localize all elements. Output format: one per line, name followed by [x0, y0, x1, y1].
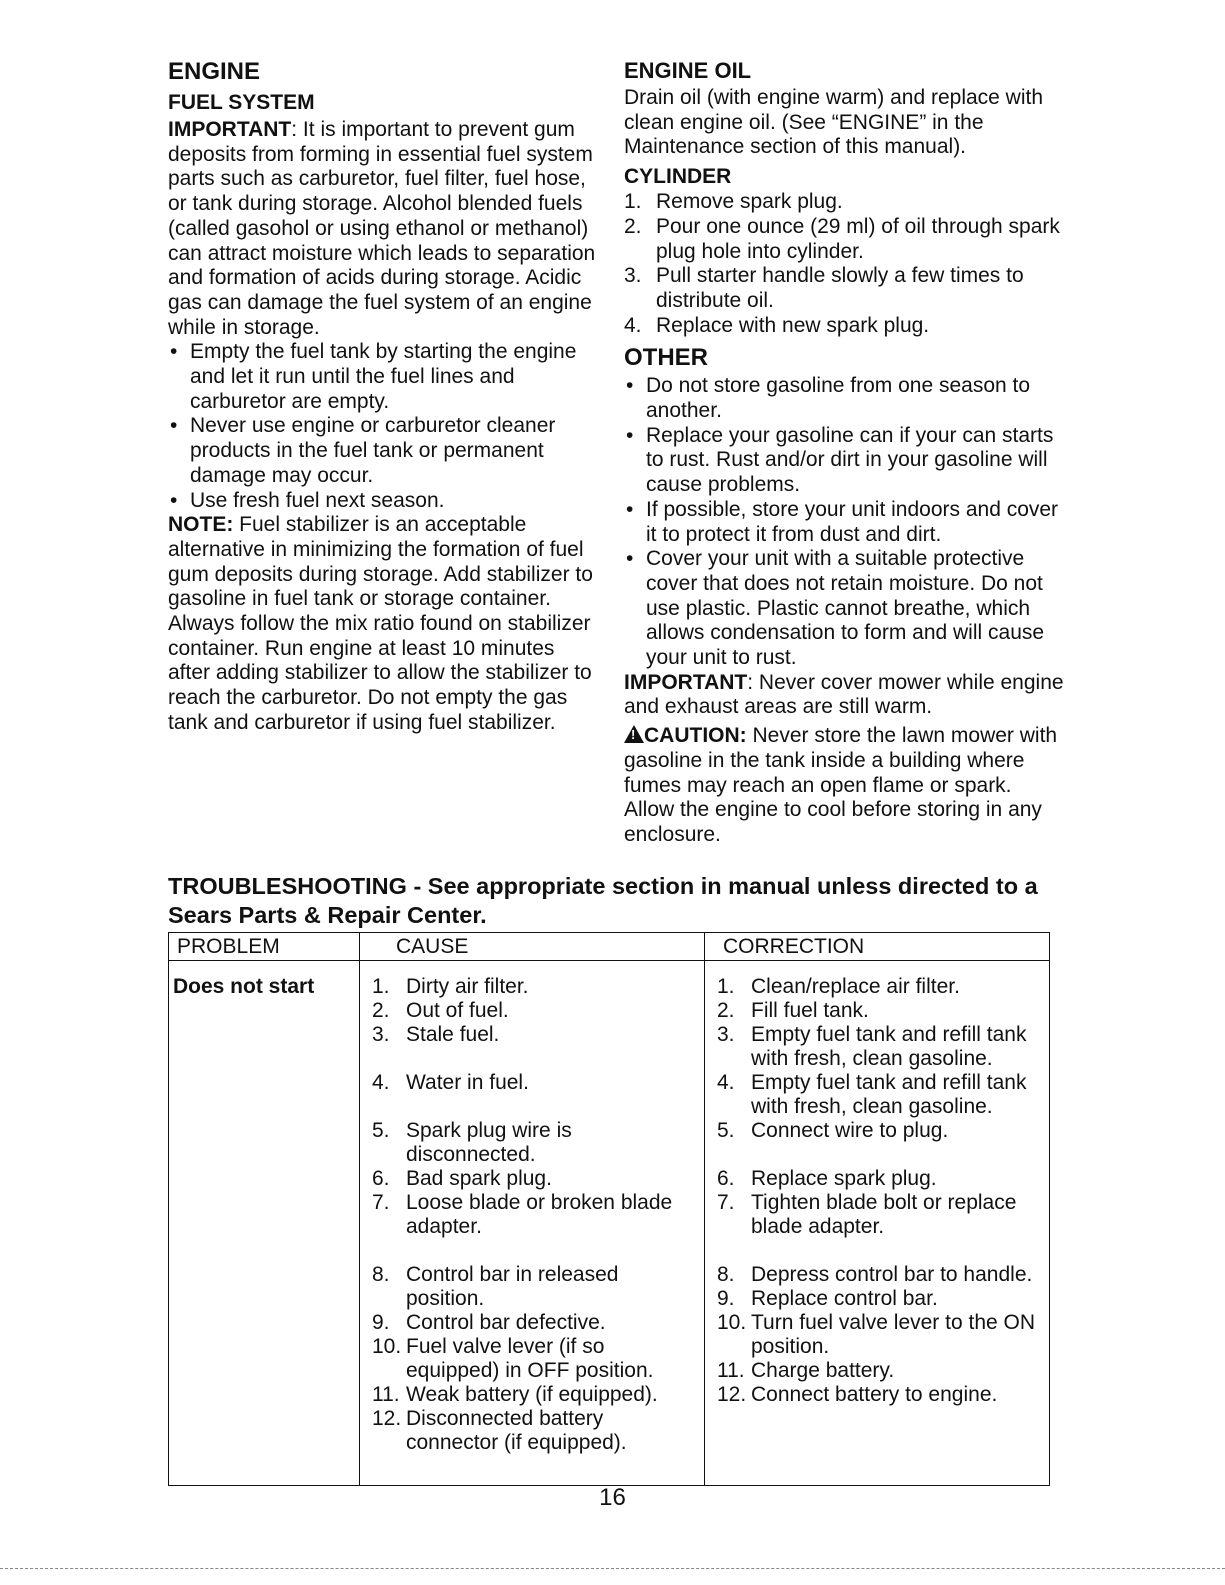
header-cause: CAUSE [360, 933, 705, 961]
engine-oil-text: Drain oil (with engine warm) and replace with clean engine oil. (See “ENGINE” in the Maintenance section of this manual). [624, 86, 1044, 159]
list-item: 3. Pull starter handle slowly a few times to distribute oil. [624, 264, 1024, 312]
list-item: 6. Replace spark plug. [717, 1167, 937, 1190]
left-column [168, 58, 598, 736]
list-item: 10. Turn fuel valve lever to the ON position. [717, 1311, 1036, 1358]
list-item: 7. Loose blade or broken blade adapter. [372, 1191, 673, 1238]
list-item: • Do not store gasoline from one season to another. [624, 374, 1064, 423]
note-text: Fuel stabilizer is an acceptable alternative in minimizing the formation of fuel gum deposits during storage. Add stabilizer to gasoline in fuel tank or storage container. Always follow the mix ratio found on stabilizer container. Run engine at least 10 minutes after adding stabilizer to allow the stabilizer to reach the carburetor. Do not empty the gas tank and carburetor if using fuel stabilizer. [168, 513, 593, 734]
troubleshooting-title: TROUBLESHOOTING - See appropriate section in manual unless directed to a Sears Parts & Repair Center. [168, 873, 1038, 928]
right-column [624, 58, 1064, 848]
important-warm-paragraph [624, 671, 1064, 720]
header-problem: PROBLEM [169, 933, 360, 961]
list-item: 2. Pour one ounce (29 ml) of oil through spark plug hole into cylinder. [624, 214, 1060, 263]
list-item: • Replace your gasoline can if your can starts to rust. Rust and/or dirt in your gasoline will cause problems. [624, 424, 1064, 498]
page-bottom-divider [0, 1568, 1225, 1569]
list-item: • Never use engine or carburetor cleaner products in the fuel tank or permanent damage may occur. [168, 414, 598, 488]
list-item: 4. Empty fuel tank and refill tank with fresh, clean gasoline. [717, 1071, 1027, 1118]
problem-cell: Does not start [169, 961, 360, 1486]
important-label: IMPORTANT [168, 118, 292, 141]
warning-triangle-icon [624, 725, 644, 743]
list-item: • Use fresh fuel next season. [168, 489, 598, 514]
troubleshooting-table [168, 932, 1050, 1486]
list-item: 12. Connect battery to engine. [717, 1383, 998, 1406]
list-item: 2. Fill fuel tank. [717, 999, 869, 1022]
list-item: 5. Spark plug wire is disconnected. [372, 1119, 572, 1166]
list-item: 9. Replace control bar. [717, 1287, 938, 1310]
list-item: 9. Control bar defective. [372, 1311, 606, 1334]
correction-cell [705, 961, 1050, 1486]
table-row [169, 961, 1050, 1486]
fuel-system-heading: FUEL SYSTEM [168, 91, 315, 114]
list-item: • Empty the fuel tank by starting the engine and let it run until the fuel lines and carburetor are empty. [168, 340, 598, 414]
list-item: 1. Clean/replace air filter. [717, 975, 960, 998]
other-bullet-list [624, 374, 1064, 670]
table-header-row [169, 933, 1050, 961]
important-label: IMPORTANT [624, 670, 748, 694]
cylinder-heading: CYLINDER [624, 165, 732, 189]
cylinder-steps [624, 190, 1064, 338]
list-item: 7. Tighten blade bolt or replace blade adapter. [717, 1191, 1017, 1238]
caution-paragraph [624, 724, 1064, 848]
caution-label: CAUTION: [644, 724, 747, 748]
list-item: 6. Bad spark plug. [372, 1167, 552, 1190]
list-item: 4. Replace with new spark plug. [624, 313, 930, 337]
list-item: 10. Fuel valve lever (if so equipped) in OFF position. [372, 1335, 654, 1382]
engine-oil-heading: ENGINE OIL [624, 58, 752, 83]
engine-heading: ENGINE [168, 58, 261, 85]
fuel-bullet-list [168, 340, 598, 513]
other-heading: OTHER [624, 344, 708, 372]
list-item: 3. Stale fuel. [372, 1023, 500, 1046]
list-item: 3. Empty fuel tank and refill tank with fresh, clean gasoline. [717, 1023, 1027, 1070]
list-item: • If possible, store your unit indoors and cover it to protect it from dust and dirt. [624, 498, 1064, 547]
page-number: 16 [599, 1484, 626, 1511]
list-item: 8. Depress control bar to handle. [717, 1263, 1033, 1286]
list-item: 11. Weak battery (if equipped). [372, 1383, 658, 1406]
list-item: 5. Connect wire to plug. [717, 1119, 949, 1142]
fuel-important-paragraph [168, 118, 598, 340]
list-item: 1. Remove spark plug. [624, 190, 843, 214]
list-item: 1. Dirty air filter. [372, 975, 529, 998]
cause-cell [360, 961, 705, 1486]
header-correction: CORRECTION [705, 933, 1050, 961]
important-text: : It is important to prevent gum deposits from forming in essential fuel system parts such as carburetor, fuel filter, fuel hose, or tank during storage. Alcohol blended fuels (called gasohol or using ethanol or methanol) can attract moisture which leads to separation and formation of acids during storage. Acidic gas can damage the fuel system of an engine while in storage. [168, 118, 596, 339]
list-item: • Cover your unit with a suitable protective cover that does not retain moisture. Do not use plastic. Plastic cannot breathe, which allows condensation to form and will cause your unit to rust. [624, 547, 1064, 671]
list-item: 4. Water in fuel. [372, 1071, 529, 1094]
list-item: 12. Disconnected battery connector (if equipped). [372, 1407, 627, 1454]
list-item: 2. Out of fuel. [372, 999, 509, 1022]
list-item: 11. Charge battery. [717, 1359, 895, 1382]
caution-text: Never store the lawn mower with gasoline in the tank inside a building where fumes may reach an open flame or spark. Allow the engine to cool before storing in any enclosure. [624, 724, 1058, 846]
important-text: : Never cover mower while engine and exhaust areas are still warm. [624, 670, 1064, 719]
note-label: NOTE: [168, 513, 234, 537]
list-item: 8. Control bar in released position. [372, 1263, 619, 1310]
note-paragraph [168, 513, 598, 735]
